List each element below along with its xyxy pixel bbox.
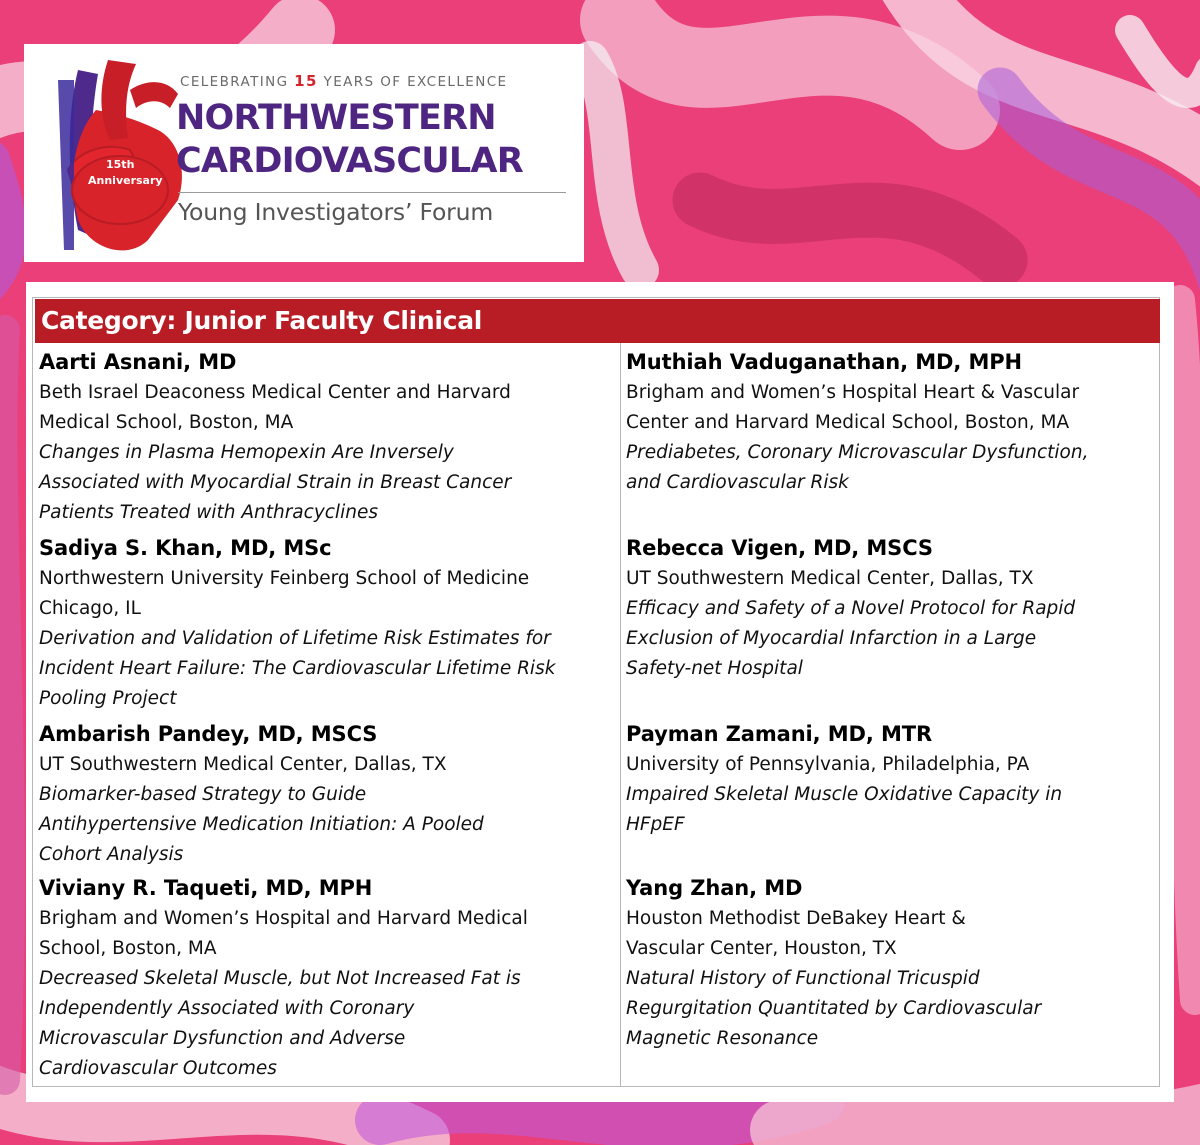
logo-divider [178, 192, 566, 193]
affiliation-line: UT Southwestern Medical Center, Dallas, TX [39, 754, 447, 775]
awardee-entry [626, 346, 1156, 498]
affiliation-line: Northwestern University Feinberg School of Medicine [39, 568, 530, 589]
affiliation-line: Houston Methodist DeBakey Heart & [626, 908, 966, 929]
title-line: Decreased Skeletal Muscle, but Not Increased Fat is [39, 968, 521, 989]
awardee-table-card [26, 282, 1174, 1102]
awardee-affiliation [626, 750, 1156, 780]
affiliation-line: Vascular Center, Houston, TX [626, 938, 897, 959]
title-line: Associated with Myocardial Strain in Breast Cancer [39, 472, 512, 493]
abstract-title [626, 594, 1156, 684]
title-line: Biomarker-based Strategy to Guide [39, 784, 367, 805]
abstract-title [626, 964, 1156, 1054]
affiliation-line: Brigham and Women’s Hospital and Harvard Medical [39, 908, 528, 929]
title-line: Cohort Analysis [39, 844, 184, 865]
awardee-name: Aarti Asnani, MD [39, 350, 237, 374]
affiliation-line: Chicago, IL [39, 598, 141, 619]
title-line: Changes in Plasma Hemopexin Are Inversely [39, 442, 454, 463]
category-header: Category: Junior Faculty Clinical [35, 299, 1160, 343]
title-line: and Cardiovascular Risk [626, 472, 849, 493]
affiliation-line: Medical School, Boston, MA [39, 412, 294, 433]
tagline-suffix: YEARS OF EXCELLENCE [317, 74, 508, 90]
title-line: Impaired Skeletal Muscle Oxidative Capacity in [626, 784, 1063, 805]
column-divider [620, 343, 621, 1087]
awardee-entry [626, 532, 1156, 684]
awardee-name: Viviany R. Taqueti, MD, MPH [39, 876, 373, 900]
awardee-name: Rebecca Vigen, MD, MSCS [626, 536, 933, 560]
awardee-entry [39, 346, 614, 528]
title-line: Regurgitation Quantitated by Cardiovascular [626, 998, 1042, 1019]
awardee-entry [39, 532, 614, 714]
title-line: Incident Heart Failure: The Cardiovascular Lifetime Risk [39, 658, 556, 679]
awardee-affiliation [39, 378, 614, 438]
title-line: Safety-net Hospital [626, 658, 803, 679]
awardee-entry [39, 718, 614, 870]
awardee-entry [626, 872, 1156, 1054]
awardee-affiliation [39, 904, 614, 964]
awardee-affiliation [626, 378, 1156, 438]
logo-tagline [180, 72, 560, 90]
awardee-affiliation [626, 564, 1156, 594]
title-line: Prediabetes, Coronary Microvascular Dysfunction, [626, 442, 1089, 463]
awardee-name: Muthiah Vaduganathan, MD, MPH [626, 350, 1023, 374]
awardee-affiliation [626, 904, 1156, 964]
affiliation-line: UT Southwestern Medical Center, Dallas, TX [626, 568, 1034, 589]
abstract-title [626, 438, 1156, 498]
logo-name-line-1: NORTHWESTERN [176, 98, 496, 138]
logo-name-line-2: CARDIOVASCULAR [176, 141, 523, 181]
title-line: Pooling Project [39, 688, 177, 709]
title-line: Independently Associated with Coronary [39, 998, 415, 1019]
title-line: Derivation and Validation of Lifetime Risk Estimates for [39, 628, 551, 649]
title-line: Microvascular Dysfunction and Adverse [39, 1028, 406, 1049]
affiliation-line: University of Pennsylvania, Philadelphia, PA [626, 754, 1030, 775]
awardee-entry [626, 718, 1156, 840]
affiliation-line: Brigham and Women’s Hospital Heart & Vascular [626, 382, 1080, 403]
awardee-name: Yang Zhan, MD [626, 876, 803, 900]
abstract-title [39, 624, 614, 714]
abstract-title [39, 964, 614, 1084]
title-line: Cardiovascular Outcomes [39, 1058, 277, 1079]
awardee-name: Ambarish Pandey, MD, MSCS [39, 722, 378, 746]
awardee-name: Payman Zamani, MD, MTR [626, 722, 933, 746]
badge-line-1: 15th [106, 158, 135, 171]
awardee-affiliation [39, 564, 614, 624]
title-line: Patients Treated with Anthracyclines [39, 502, 378, 523]
awardee-name: Sadiya S. Khan, MD, MSc [39, 536, 332, 560]
title-line: Exclusion of Myocardial Infarction in a Large [626, 628, 1037, 649]
abstract-title [39, 780, 614, 870]
awardee-affiliation [39, 750, 614, 780]
tagline-prefix: CELEBRATING [180, 74, 295, 90]
title-line: Antihypertensive Medication Initiation: A Pooled [39, 814, 484, 835]
abstract-title [626, 780, 1156, 840]
logo-forum-name: Young Investigators’ Forum [178, 198, 494, 226]
title-line: Efficacy and Safety of a Novel Protocol for Rapid [626, 598, 1076, 619]
badge-line-2: Anniversary [88, 174, 163, 187]
title-line: HFpEF [626, 814, 685, 835]
affiliation-line: Center and Harvard Medical School, Boston, MA [626, 412, 1070, 433]
abstract-title [39, 438, 614, 528]
title-line: Natural History of Functional Tricuspid [626, 968, 980, 989]
affiliation-line: Beth Israel Deaconess Medical Center and Harvard [39, 382, 511, 403]
awardee-entry [39, 872, 614, 1084]
affiliation-line: School, Boston, MA [39, 938, 217, 959]
tagline-number: 15 [294, 72, 318, 90]
title-line: Magnetic Resonance [626, 1028, 819, 1049]
logo-card [24, 44, 584, 262]
